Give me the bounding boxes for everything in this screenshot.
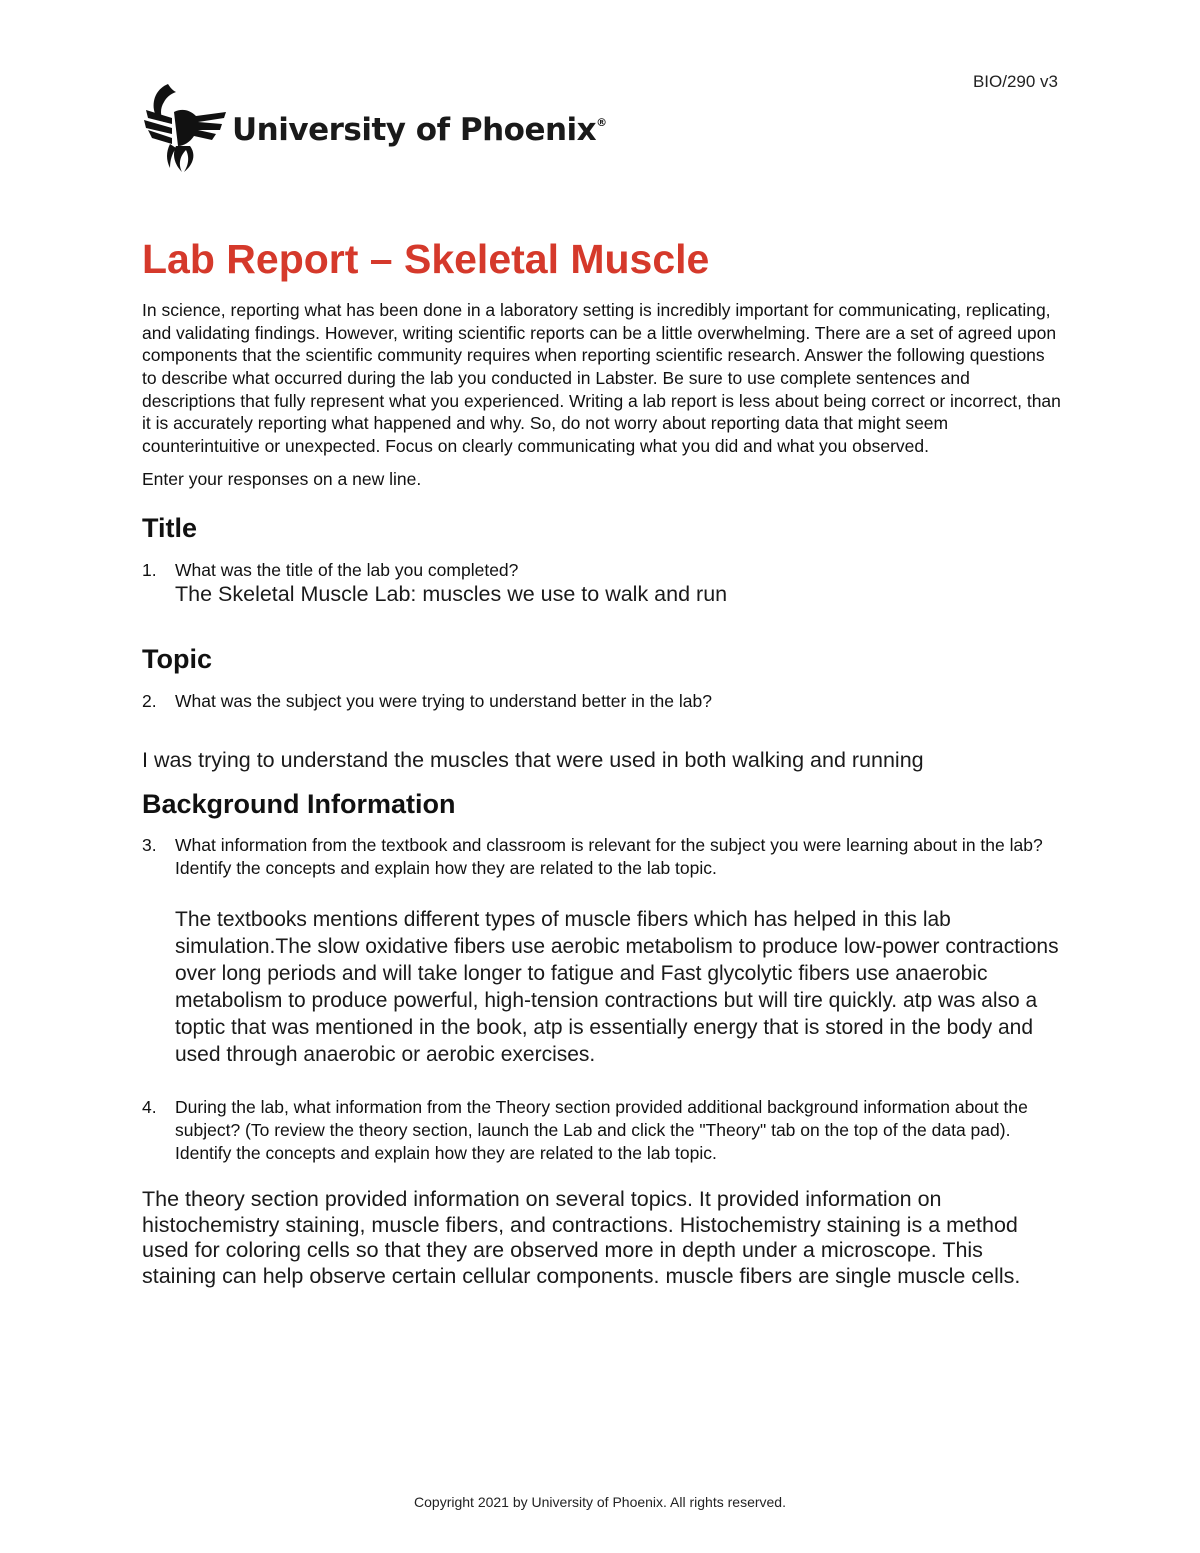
copyright-footer: Copyright 2021 by University of Phoenix. All rights reserved. xyxy=(414,1494,786,1510)
question-text: What was the title of the lab you completed? xyxy=(175,559,519,580)
document-title: Lab Report – Skeletal Muscle xyxy=(142,236,710,282)
question-text: During the lab, what information from the Theory section provided additional background information about the subject? (To review the theory section, launch the Lab and click the "Theory" tab on the top of the data pad). Identify the concepts and explain how they are related to the lab topic. xyxy=(175,1097,1028,1163)
question-number: 3. xyxy=(142,835,157,856)
question-text: What information from the textbook and classroom is relevant for the subject you were learning about in the lab? Identify the concepts and explain how they are related to the lab topic. xyxy=(175,835,1043,878)
course-code: BIO/290 v3 xyxy=(972,72,1058,91)
phoenix-bird-icon xyxy=(142,82,226,174)
question-1 xyxy=(142,559,1062,582)
answer-1[interactable]: The Skeletal Muscle Lab: muscles we use to walk and run xyxy=(175,582,728,607)
question-2 xyxy=(142,690,1062,713)
answer-2[interactable]: I was trying to understand the muscles that were used in both walking and running xyxy=(142,748,924,773)
question-number: 4. xyxy=(142,1097,157,1118)
question-number: 1. xyxy=(142,559,157,580)
university-name: University of Phoenix® xyxy=(232,112,607,148)
question-number: 2. xyxy=(142,690,157,711)
answer-4[interactable]: The theory section provided information on several topics. It provided information on histochemistry staining, muscle fibers, and contractions. Histochemistry staining is a method used for coloring cells so that they are observed more in depth under a microscope. This staining can help observe certain cellular components. muscle fibers are single muscle cells. xyxy=(142,1187,1021,1288)
intro-paragraph: In science, reporting what has been done in a laboratory setting is incredibly important for communicating, replicating, and validating findings. However, writing scientific reports can be a little overwhelming. There are a set of agreed upon components that the scientific community requires when reporting scientific research. Answer the following questions to describe what occurred during the lab you conducted in Labster. Be sure to use complete sentences and descriptions that fully represent what you experienced. Writing a lab report is less about being correct or incorrect, than it is accurately reporting what happened and why. So, do not worry about reporting data that might seem counterintuitive or unexpected. Focus on clearly communicating what you did and what you observed. xyxy=(142,300,1061,456)
answer-3[interactable]: The textbooks mentions different types of muscle fibers which has helped in this lab simulation.The slow oxidative fibers use aerobic metabolism to produce low-power contractions over long periods and will take longer to fatigue and Fast glycolytic fibers use anaerobic metabolism to produce powerful, high-tension contractions but will tire quickly. atp was also a toptic that was mentioned in the book, atp is essentially energy that is stored in the body and used through anaerobic or aerobic exercises. xyxy=(175,908,1059,1067)
question-text: What was the subject you were trying to understand better in the lab? xyxy=(175,690,712,711)
registered-mark: ® xyxy=(596,116,607,129)
question-3 xyxy=(142,834,1062,879)
instructions-note: Enter your responses on a new line. xyxy=(142,469,422,490)
section-heading-background: Background Information xyxy=(142,788,456,819)
question-4 xyxy=(142,1096,1062,1164)
university-logo xyxy=(142,82,607,174)
section-heading-topic: Topic xyxy=(142,644,212,675)
document-body xyxy=(142,236,1062,1289)
section-heading-title: Title xyxy=(142,513,198,544)
